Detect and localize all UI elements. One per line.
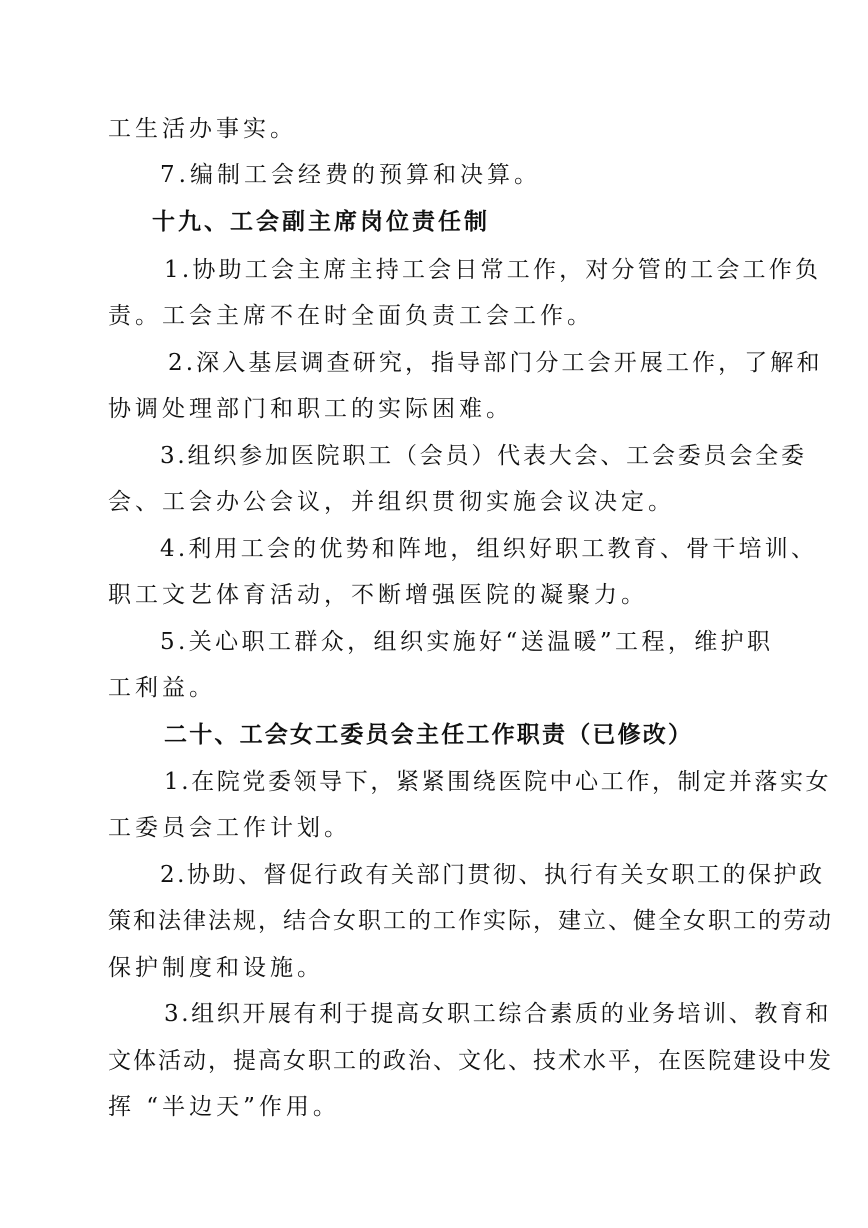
list-item-3: 3.组织开展有利于提高女职工综合素质的业务培训、教育和 <box>164 1001 832 1027</box>
text-line-continuation: 会、工会办公会议，并组织贯彻实施会议决定。 <box>108 489 675 515</box>
list-item-2: 2.深入基层调查研究，指导部门分工会开展工作，了解和 <box>168 350 823 376</box>
section-heading-20: 二十、工会女工委员会主任工作职责（已修改） <box>164 722 694 748</box>
text-line-continuation: 挥 “半边天”作用。 <box>108 1094 340 1120</box>
text-line-1: 工生活办事实。 <box>108 116 297 142</box>
text-line-continuation: 工利益。 <box>108 675 216 701</box>
section-heading-19: 十九、工会副主席岗位责任制 <box>152 209 490 235</box>
list-item-5: 5.关心职工群众，组织实施好“送温暖”工程，维护职 <box>160 629 774 655</box>
text-line-continuation: 工委员会工作计划。 <box>108 815 351 841</box>
text-line-continuation: 文体活动，提高女职工的政治、文化、技术水平，在医院建设中发 <box>108 1048 833 1074</box>
text-line-continuation: 保护制度和设施。 <box>108 955 324 981</box>
list-item-3: 3.组织参加医院职工（会员）代表大会、工会委员会全委 <box>160 443 807 469</box>
text-line-continuation: 责。工会主席不在时全面负责工会工作。 <box>108 303 594 329</box>
list-item-2: 2.协助、督促行政有关部门贯彻、执行有关女职工的保护政 <box>160 862 825 888</box>
text-line-continuation: 策和法律法规，结合女职工的工作实际，建立、健全女职工的劳动 <box>108 908 833 934</box>
list-item-1: 1.协助工会主席主持工会日常工作，对分管的工会工作负 <box>164 257 822 283</box>
list-item-4: 4.利用工会的优势和阵地，组织好职工教育、骨干培训、 <box>160 536 818 562</box>
list-item-1: 1.在院党委领导下，紧紧围绕医院中心工作，制定并落实女 <box>164 769 832 795</box>
text-line-continuation: 职工文艺体育活动，不断增强医院的凝聚力。 <box>108 582 648 608</box>
text-line-continuation: 协调处理部门和职工的实际困难。 <box>108 396 513 422</box>
list-item-7: 7.编制工会经费的预算和决算。 <box>160 162 541 188</box>
